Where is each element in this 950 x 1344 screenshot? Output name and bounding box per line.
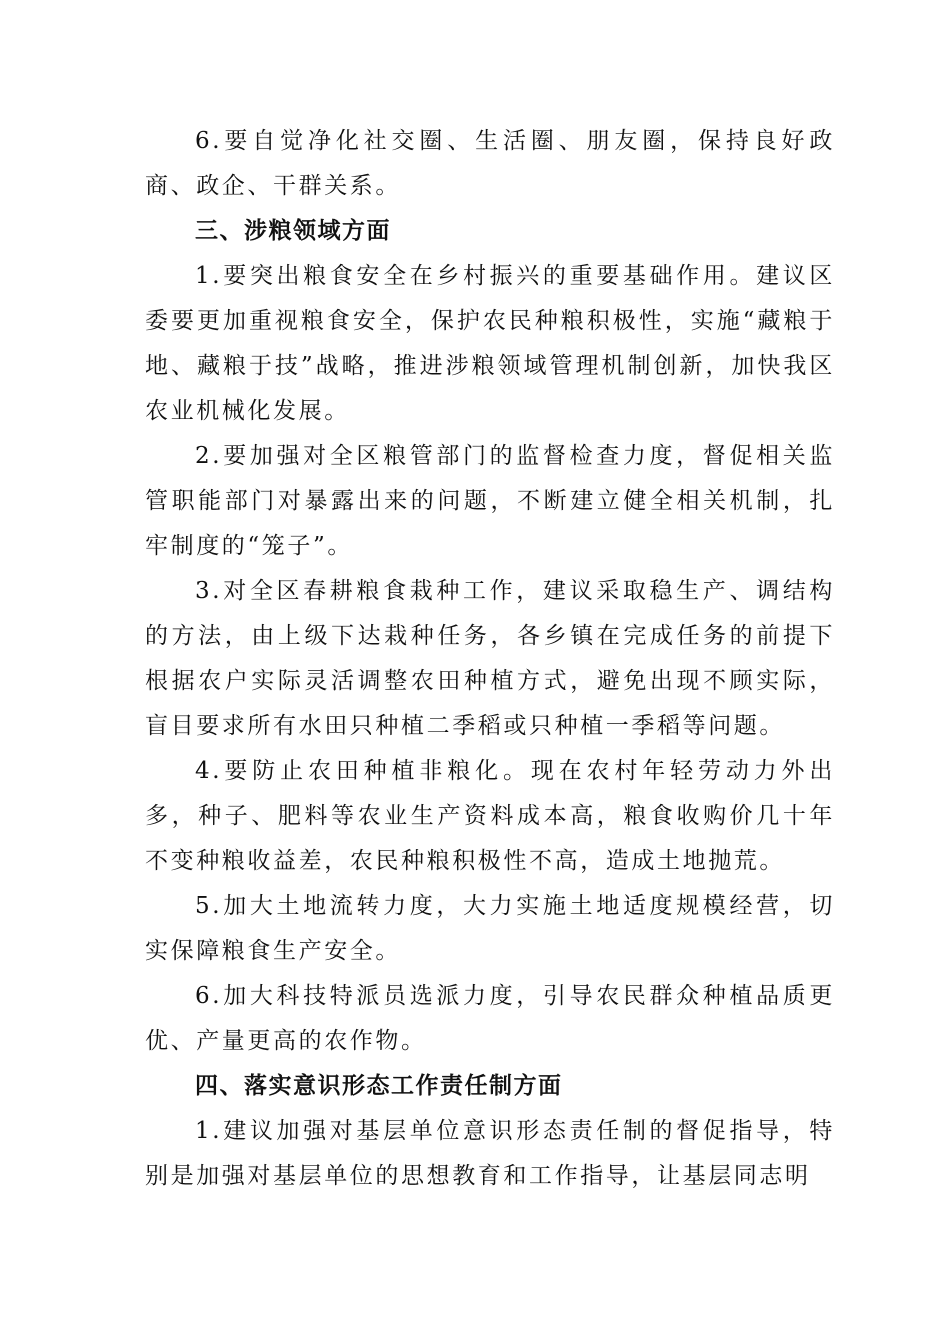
paragraph-grain-4: 4.要防止农田种植非粮化。现在农村年轻劳动力外出多，种子、肥料等农业生产资料成本高，粮食收购价几十年不变种粮收益差，农民种粮积极性不高，造成土地抛荒。 <box>145 758 835 874</box>
paragraph-grain-5: 5.加大土地流转力度，大力实施土地适度规模经营，切实保障粮食生产安全。 <box>145 893 835 964</box>
section-heading-ideology: 四、落实意识形态工作责任制方面 <box>195 1073 563 1099</box>
paragraph-grain-1: 1.要突出粮食安全在乡村振兴的重要基础作用。建议区委要更加重视粮食安全，保护农民种粮积极性，实施“藏粮于地、藏粮于技”战略，推进涉粮领域管理机制创新，加快我区农业机械化发展。 <box>145 263 835 424</box>
paragraph-ideology-1: 1.建议加强对基层单位意识形态责任制的督促指导，特别是加强对基层单位的思想教育和工作指导，让基层同志明 <box>145 1118 835 1189</box>
paragraph-6-social-circles: 6.要自觉净化社交圈、生活圈、朋友圈，保持良好政商、政企、干群关系。 <box>145 128 835 199</box>
paragraph-grain-2: 2.要加强对全区粮管部门的监督检查力度，督促相关监管职能部门对暴露出来的问题，不断建立健全相关机制，扎牢制度的“笼子”。 <box>145 443 835 559</box>
section-heading-grain: 三、涉粮领域方面 <box>195 218 391 244</box>
document-page <box>145 119 835 1199</box>
paragraph-grain-3: 3.对全区春耕粮食栽种工作，建议采取稳生产、调结构的方法，由上级下达栽种任务，各乡镇在完成任务的前提下根据农户实际灵活调整农田种植方式，避免出现不顾实际，盲目要求所有水田只种植二季稻或只种植一季稻等问题。 <box>145 578 835 739</box>
paragraph-grain-6: 6.加大科技特派员选派力度，引导农民群众种植品质更优、产量更高的农作物。 <box>145 983 835 1054</box>
